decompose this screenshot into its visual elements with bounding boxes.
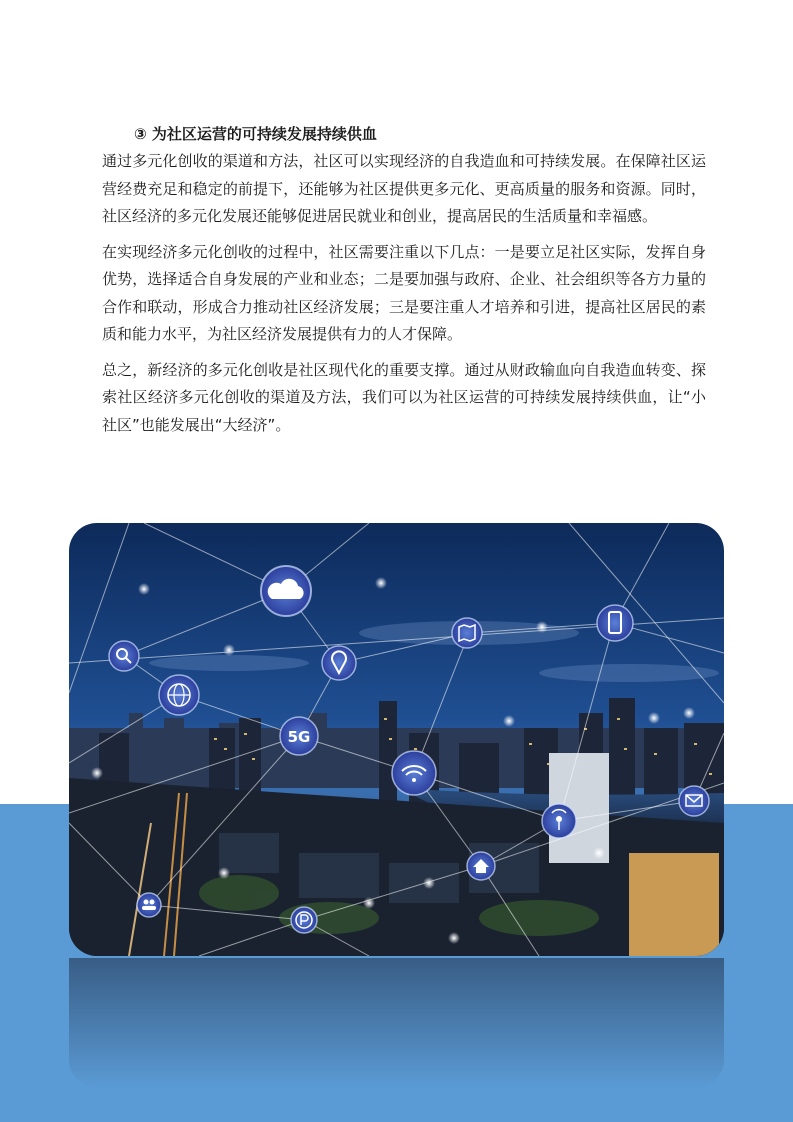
smart-city-network-image (69, 523, 724, 956)
mail-icon (679, 786, 709, 816)
smartphone-icon (597, 605, 633, 641)
section-heading: ③ 为社区运营的可持续发展持续供血 (134, 125, 377, 143)
search-icon (109, 641, 139, 671)
5g-label: 5G (287, 728, 311, 746)
map-icon (452, 618, 482, 648)
globe-icon (159, 675, 199, 715)
paragraph-1: 通过多元化创收的渠道和方法，社区可以实现经济的自我造血和可持续发展。在保障社区运营经费充足和稳定的前提下，还能够为社区提供更多元化、更高质量的服务和资源。同时，社区经济的多元化发展还能够促进居民就业和创业，提高居民的生活质量和幸福感。 (102, 152, 706, 225)
parking-icon (291, 907, 317, 933)
article-section (102, 122, 706, 447)
image-reflection (69, 958, 724, 1088)
users-icon (137, 893, 161, 917)
5g-icon (280, 717, 318, 755)
cloud-icon (261, 566, 311, 616)
location-pin-icon (322, 646, 356, 680)
signal-icon (542, 804, 576, 838)
wifi-icon (392, 751, 436, 795)
paragraph-3: 总之，新经济的多元化创收是社区现代化的重要支撑。通过从财政输血向自我造血转变、探索社区经济多元化创收的渠道及方法，我们可以为社区运营的可持续发展持续供血，让“小社区”也能发展出“大经济”。 (102, 360, 706, 434)
home-icon (467, 852, 495, 880)
paragraph-2: 在实现经济多元化创收的过程中，社区需要注重以下几点：一是要立足社区实际，发挥自身优势，选择适合自身发展的产业和业态；二是要加强与政府、企业、社会组织等各方力量的合作和联动，形成合力推动社区经济发展；三是要注重人才培养和引进，提高社区居民的素质和能力水平，为社区经济发展提供有力的人才保障。 (102, 242, 706, 343)
